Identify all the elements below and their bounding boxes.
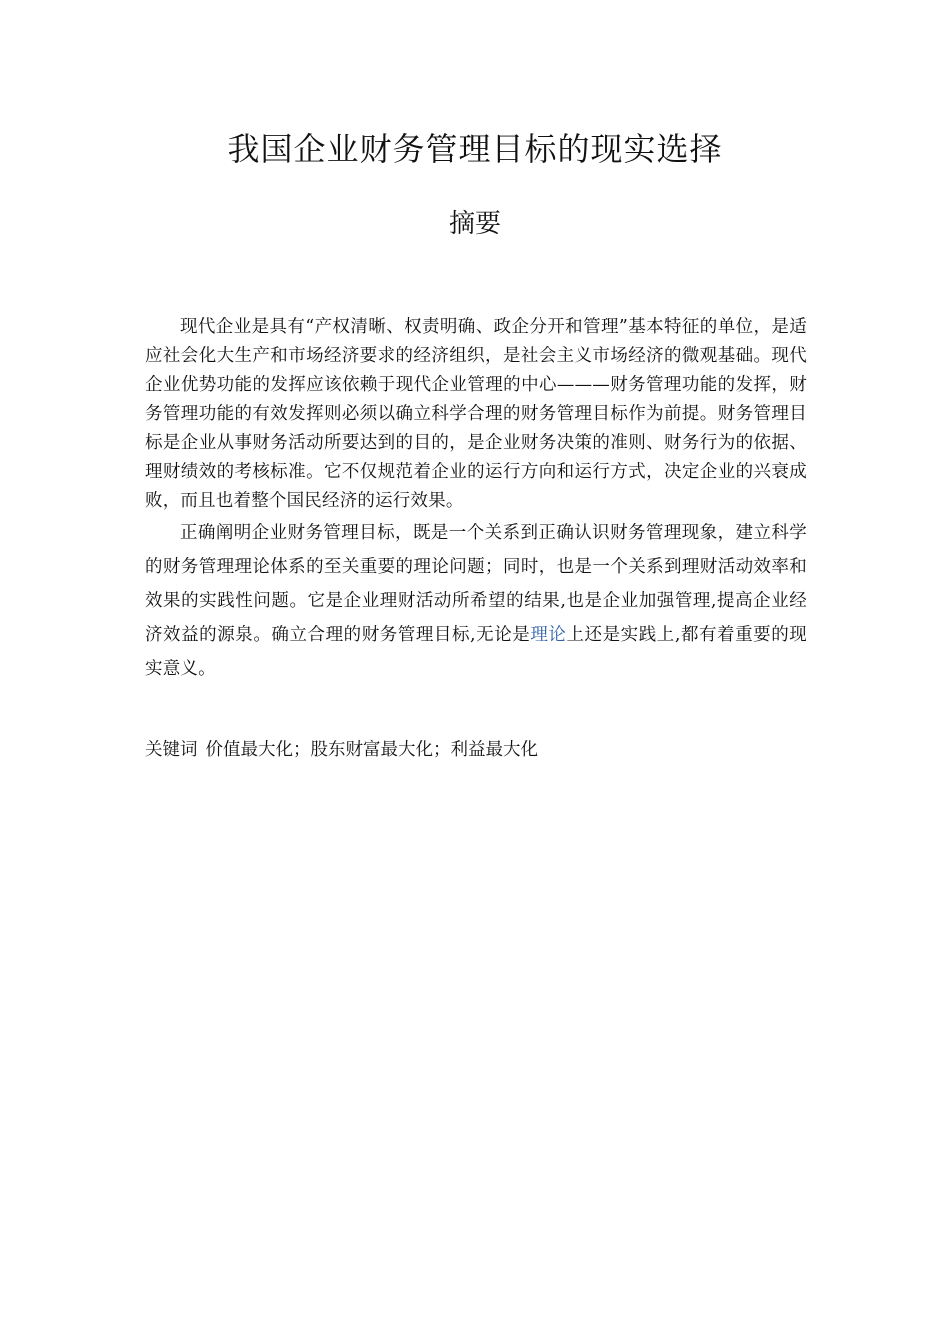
paragraph-2-text-after-link: 上还是实践上,都有着重要的现实意义。 (145, 625, 807, 679)
document-title: 我国企业财务管理目标的现实选择 (227, 130, 723, 168)
paragraph-2-text-before-link: 正确阐明企业财务管理目标，既是一个关系到正确认识财务管理现象，建立科学的财务管理理论体系的至关重要的理论问题；同时，也是一个关系到理财活动效率和效果的实践性问题。它是企业理财活动所希望的结果,也是企业加强管理,提高企业经济效益的源泉。确立合理的财务管理目标,无论是 (145, 523, 807, 645)
abstract-body (145, 313, 807, 686)
abstract-heading: 摘要 (448, 209, 501, 239)
keywords-label: 关键词 (145, 740, 198, 760)
abstract-paragraph-2 (145, 516, 807, 686)
theory-link[interactable]: 理论 (530, 625, 567, 645)
keywords-value: 价值最大化；股东财富最大化；利益最大化 (205, 740, 538, 760)
abstract-paragraph-1: 现代企业是具有“产权清晰、权责明确、政企分开和管理”基本特征的单位，是适应社会化大生产和市场经济要求的经济组织，是社会主义市场经济的微观基础。现代企业优势功能的发挥应该依赖于现代企业管理的中心———财务管理功能的发挥，财务管理功能的有效发挥则必须以确立科学合理的财务管理目标作为前提。财务管理目标是企业从事财务活动所要达到的目的，是企业财务决策的准则、财务行为的依据、理财绩效的考核标准。它不仅规范着企业的运行方向和运行方式，决定企业的兴衰成败，而且也着整个国民经济的运行效果。 (145, 317, 807, 511)
keywords-line (145, 736, 807, 764)
